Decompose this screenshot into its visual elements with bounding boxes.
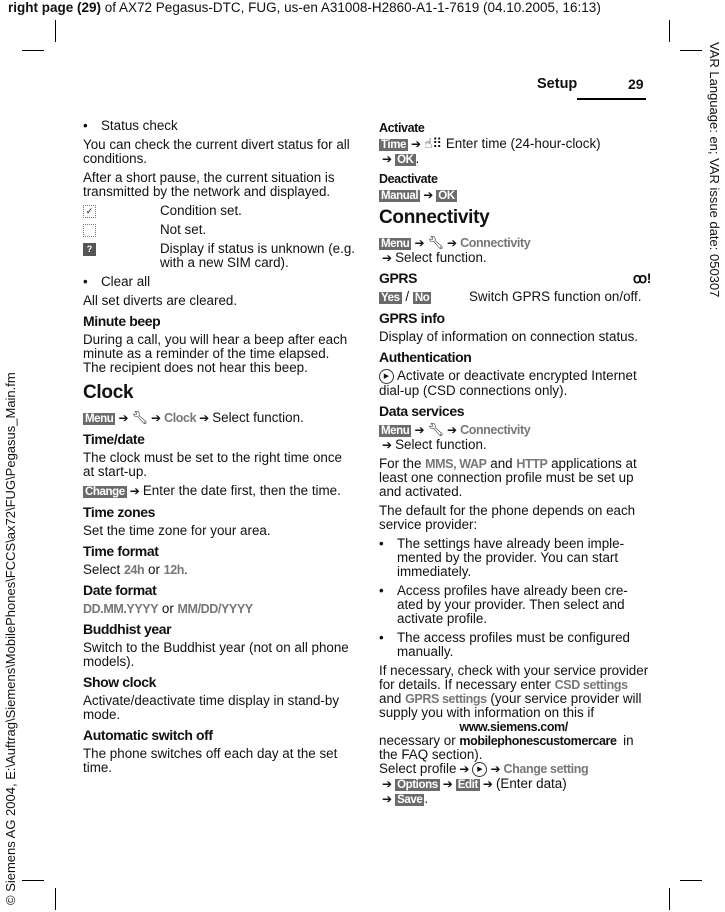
- heading-time-format: Time format: [83, 543, 159, 559]
- heading-data-services: Data services: [379, 403, 465, 419]
- yes-softkey: Yes: [381, 292, 400, 304]
- legend-text: Not set.: [160, 222, 207, 237]
- text: or: [144, 562, 164, 577]
- arrow-icon: ➔: [490, 762, 501, 777]
- paragraph: [83, 563, 355, 577]
- heading-gprs-info: GPRS info: [379, 310, 445, 326]
- paragraph: [83, 484, 355, 499]
- paragraph: You can check the current divert status for all conditions.: [83, 137, 350, 166]
- bullet-status-check: • Status check: [83, 119, 355, 133]
- menu-softkey: Menu: [381, 238, 410, 250]
- option-24h: 24h: [123, 563, 145, 577]
- menu-path: [83, 411, 355, 426]
- text: Select profile: [379, 761, 457, 777]
- bullet-item: • Access profiles have already been cre-ated by your provider. Then select and activate profile.: [379, 584, 651, 626]
- text: Select function.: [212, 410, 304, 425]
- paragraph: The phone switches off each day at the set time.: [83, 746, 338, 775]
- crop-mark: [680, 880, 702, 881]
- arrow-icon: ➔: [199, 411, 210, 425]
- paragraph: Set the time zone for your area.: [83, 523, 271, 538]
- paragraph: Display of information on connection status.: [379, 329, 639, 344]
- option-date-format: MM/DD/YYYY: [177, 602, 253, 616]
- text: in the FAQ section).: [379, 733, 634, 762]
- options-softkey: Options: [397, 779, 438, 791]
- heading-gprs: [379, 271, 651, 285]
- settings-tool-icon: 🔧︎: [427, 235, 445, 250]
- save-softkey: Save: [397, 794, 423, 806]
- header-bold: right page (29): [8, 0, 102, 15]
- heading-automatic-switch-off: Automatic switch off: [83, 727, 213, 743]
- crop-mark: [55, 20, 56, 42]
- legend-text: Display if status is unknown (e.g. with a new SIM card).: [160, 241, 355, 270]
- text: (your service provider will supply you with information on this if necessary or: [379, 691, 642, 748]
- paragraph: Time ➔ ☝︎⠿ Enter time (24-hour-clock) ➔ OK .: [381, 136, 601, 166]
- no-softkey: No: [414, 292, 430, 304]
- heading-show-clock: Show clock: [83, 674, 157, 690]
- bullet-item: • The access profiles must be configured manually.: [379, 631, 651, 659]
- arrow-icon: ➔: [411, 137, 422, 151]
- arrow-icon: ➔: [442, 777, 453, 791]
- text: (Enter data): [495, 776, 567, 791]
- crop-mark: [669, 20, 670, 42]
- paragraph: Activate/deactivate time display in stand-by mode.: [83, 693, 340, 722]
- check-icon: ✓: [83, 205, 96, 218]
- question-icon: ?: [83, 243, 96, 256]
- arrow-icon: ➔: [423, 188, 434, 202]
- settings-tool-icon: 🔧︎: [427, 422, 445, 437]
- text: applications at least one connection profile must be set up and activated.: [379, 456, 637, 499]
- paragraph: Select profile ➔ ▶ ➔ Change setting ➔ Options ➔ Edit ➔ (Enter data) ➔ Save .: [379, 761, 589, 806]
- paragraph: During a call, you will hear a beep after each minute as a reminder of the time elapsed. The recipient does not hear this beep.: [83, 332, 348, 375]
- arrow-icon: ➔: [382, 438, 393, 452]
- text: Enter the date first, then the time.: [142, 483, 341, 498]
- heading-authentication: Authentication: [379, 349, 472, 365]
- arrow-icon: ➔: [482, 777, 493, 791]
- menu-path-item: Connectivity: [460, 236, 531, 250]
- provider-dependent-icon: ꝏ!: [632, 270, 651, 286]
- bullet-clear-all: • Clear all: [83, 275, 355, 289]
- heading-deactivate: Deactivate: [379, 172, 438, 186]
- arrow-icon: ➔: [151, 411, 162, 425]
- paragraph: [379, 457, 651, 499]
- arrow-icon: ➔: [129, 484, 140, 498]
- option-12h: 12h: [163, 563, 184, 577]
- change-softkey: Change: [85, 486, 125, 498]
- text: Activate or deactivate encrypted Internet dial-up (CSD connections only).: [379, 368, 637, 398]
- crop-mark: [22, 50, 44, 51]
- navigation-key-icon: ▶: [379, 369, 394, 384]
- app-name: HTTP: [516, 457, 548, 471]
- menu-softkey: Menu: [381, 425, 410, 437]
- keypad-icon: ☝︎⠿: [424, 136, 443, 151]
- arrow-icon: ➔: [118, 411, 129, 425]
- arrow-icon: ➔: [459, 762, 470, 777]
- text: For the: [379, 456, 426, 471]
- text: If necessary, check with your service provider for details. If necessary enter: [379, 663, 649, 692]
- side-note-right: VAR Language: en; VAR issue date: 050307: [707, 42, 722, 298]
- arrow-icon: ➔: [382, 777, 393, 791]
- app-name: MMS, WAP: [425, 457, 487, 471]
- legend-row: [83, 204, 355, 218]
- menu-item-gprs-settings: GPRS settings: [405, 692, 487, 706]
- right-column: [379, 119, 651, 812]
- manual-softkey: Manual: [381, 190, 419, 202]
- arrow-icon: ➔: [447, 236, 458, 250]
- edit-softkey: Edit: [457, 779, 478, 791]
- heading-time-zones: Time zones: [83, 504, 155, 520]
- settings-tool-icon: 🔧︎: [131, 410, 149, 425]
- heading-text: GPRS: [379, 270, 418, 286]
- empty-box-icon: [83, 224, 96, 237]
- text: and: [486, 456, 517, 471]
- ok-softkey: OK: [397, 154, 414, 166]
- arrow-icon: ➔: [414, 423, 425, 437]
- arrow-icon: ➔: [447, 423, 458, 437]
- menu-path-item: Connectivity: [460, 423, 531, 437]
- arrow-icon: ➔: [382, 792, 393, 806]
- text: Select function.: [395, 250, 487, 265]
- side-note-left: © Siemens AG 2004, E:\Auftrag\Siemens\MobilePhones\FCCS\ax72\FUG\Pegasus_Main.fm: [3, 372, 18, 905]
- paragraph: [83, 602, 355, 616]
- heading-date-format: Date format: [83, 582, 157, 598]
- legend-row: [83, 242, 355, 270]
- heading-minute-beep: Minute beep: [83, 313, 161, 329]
- menu-path: [379, 236, 651, 265]
- paragraph: After a short pause, the current situation is transmitted by the network and displayed.: [83, 170, 335, 199]
- text: Enter time (24-hour-clock): [445, 136, 601, 151]
- menu-path-item: Clock: [164, 411, 197, 425]
- support-url[interactable]: www.siemens.com/ mobilephonescustomercare: [459, 720, 617, 748]
- arrow-icon: ➔: [382, 152, 393, 166]
- bullet-item: • The settings have already been imple-mented by the provider. You can start immediately.: [379, 537, 651, 579]
- legend-row: Yes / No Switch GPRS function on/off.: [381, 289, 642, 304]
- page-number: 29: [628, 76, 644, 92]
- paragraph: Switch to the Buddhist year (not on all phone models).: [83, 640, 349, 669]
- text: and: [379, 691, 406, 706]
- heading-clock: Clock: [83, 382, 134, 403]
- paragraph: The clock must be set to the right time once at start-up.: [83, 450, 343, 479]
- text: Select: [83, 562, 124, 577]
- text: Select function.: [395, 437, 487, 452]
- legend-row: [83, 223, 355, 237]
- menu-path: [379, 423, 651, 452]
- menu-softkey: Menu: [85, 413, 114, 425]
- crop-mark: [22, 880, 44, 881]
- arrow-icon: ➔: [414, 236, 425, 250]
- paragraph: [379, 188, 651, 203]
- menu-item-csd-settings: CSD settings: [554, 678, 628, 692]
- heading-time-date: Time/date: [83, 431, 145, 447]
- time-softkey: Time: [381, 139, 407, 151]
- arrow-icon: ➔: [382, 251, 393, 265]
- paragraph: [379, 369, 651, 398]
- paragraph: [379, 664, 651, 762]
- header-rest: of AX72 Pegasus-DTC, FUG, us-en A31008-H2860-A1-1-7619 (04.10.2005, 16:13): [101, 0, 601, 15]
- heading-activate: Activate: [379, 121, 425, 135]
- paragraph: All set diverts are cleared.: [83, 293, 238, 308]
- crop-mark: [55, 888, 56, 910]
- option-date-format: DD.MM.YYYY: [83, 602, 159, 616]
- crop-mark: [669, 888, 670, 910]
- menu-path-item: Change setting: [503, 762, 589, 777]
- text: or: [158, 601, 178, 616]
- text: Switch GPRS function on/off.: [469, 289, 642, 304]
- heading-connectivity: Connectivity: [379, 207, 490, 228]
- ok-softkey: OK: [438, 190, 455, 202]
- legend-text: Condition set.: [160, 203, 242, 218]
- crop-mark: [680, 50, 702, 51]
- paragraph: The default for the phone depends on each service provider:: [379, 503, 636, 532]
- print-header: [8, 0, 601, 15]
- section-title: Setup: [537, 76, 578, 92]
- heading-buddhist-year: Buddhist year: [83, 621, 172, 637]
- text: .: [183, 562, 188, 577]
- header-rule: [577, 98, 646, 100]
- navigation-key-icon: ▶: [472, 762, 487, 777]
- left-column: [83, 119, 355, 780]
